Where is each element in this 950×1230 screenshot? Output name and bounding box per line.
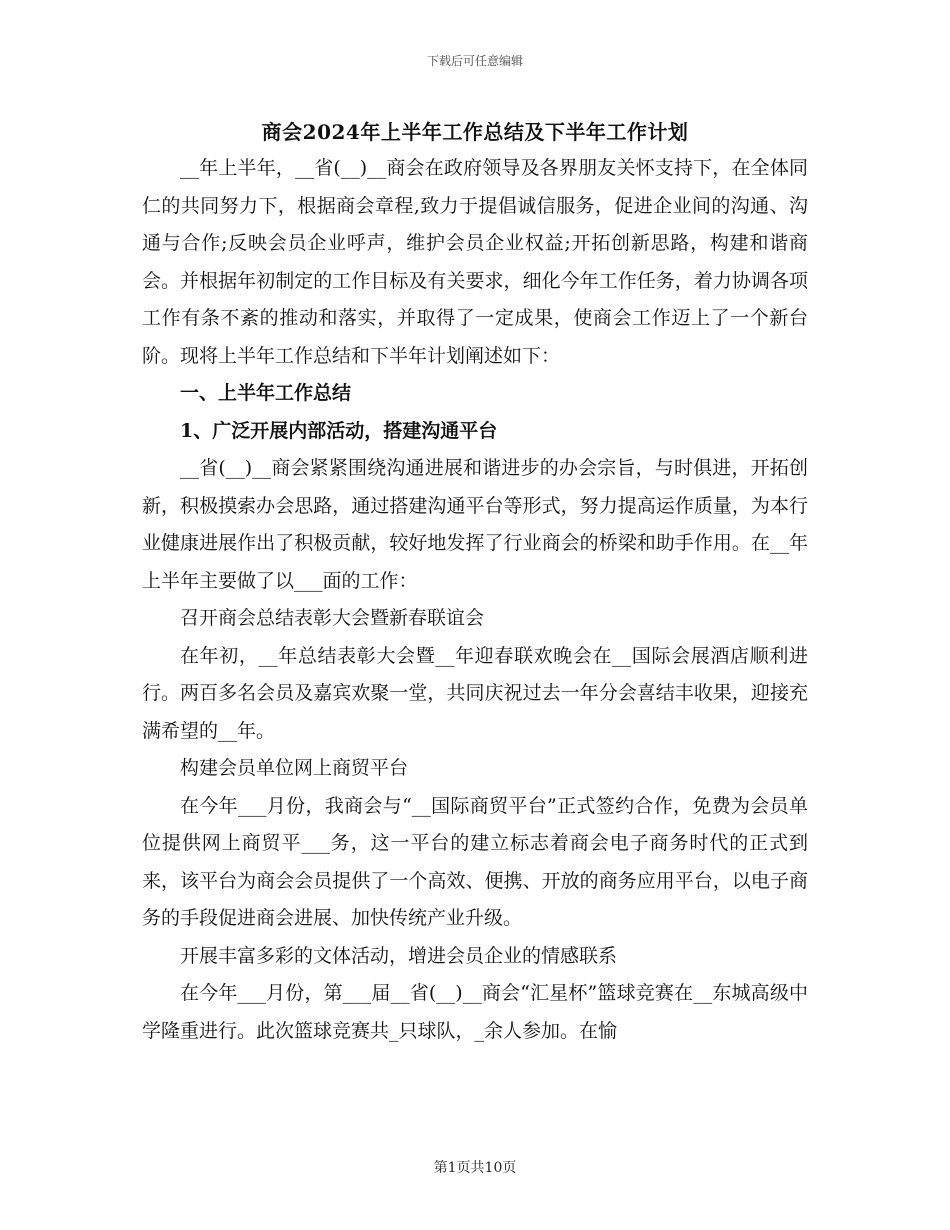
paragraph-intro: __年上半年，__省(__)__商会在政府领导及各界朋友关怀支持下，在全体同仁的共同努力下，根据商会章程,致力于提倡诚信服务，促进企业间的沟通、沟通与合作;反映会员企业呼声，维护会员企业权益;开拓创新思路，构建和谐商会。并根据年初制定的工作目标及有关要求，细化今年工作任务，着力协调各项工作有条不紊的推动和落实，并取得了一定成果，使商会工作迈上了一个新台阶。现将上半年工作总结和下半年计划阐述如下： bbox=[142, 157, 808, 367]
document-body bbox=[142, 150, 808, 1050]
item-heading: 召开商会总结表彰大会暨新春联谊会 bbox=[180, 607, 485, 629]
paragraph: __省(__)__商会紧紧围绕沟通进展和谐进步的办会宗旨，与时俱进，开拓创新，积极摸索办会思路，通过搭建沟通平台等形式，努力提高运作质量，为本行业健康进展作出了积极贡献，较好地发挥了行业商会的桥梁和助手作用。在__年上半年主要做了以___面的工作： bbox=[142, 457, 808, 592]
document-title: 商会2024年上半年工作总结及下半年工作计划 bbox=[261, 120, 689, 144]
page-number-footer: 第1页共10页 bbox=[433, 1160, 517, 1176]
item-heading: 开展丰富多彩的文体活动，增进会员企业的情感联系 bbox=[180, 944, 618, 967]
page-header-note: 下载后可任意编辑 bbox=[426, 54, 523, 68]
paragraph: 在年初，__年总结表彰大会暨__年迎春联欢晚会在__国际会展酒店顺利进行。两百多名会员及嘉宾欢聚一堂，共同庆祝过去一年分会喜结丰收果，迎接充满希望的__年。 bbox=[142, 644, 808, 742]
paragraph: 在今年___月份，第___届__省(__)__商会“汇星杯”篮球竞赛在__东城高级中学隆重进行。此次篮球竞赛共_只球队，_余人参加。在愉 bbox=[142, 982, 808, 1042]
item-heading: 构建会员单位网上商贸平台 bbox=[180, 757, 409, 779]
paragraph: 在今年___月份，我商会与“__国际商贸平台”正式签约合作，免费为会员单位提供网上商贸平___务，这一平台的建立标志着商会电子商务时代的正式到来，该平台为商会会员提供了一个高效、便携、开放的商务应用平台，以电子商务的手段促进商会进展、加快传统产业升级。 bbox=[142, 794, 808, 929]
section-heading: 一、上半年工作总结 bbox=[180, 382, 352, 404]
subsection-heading: 1、广泛开展内部活动，搭建沟通平台 bbox=[180, 419, 498, 442]
